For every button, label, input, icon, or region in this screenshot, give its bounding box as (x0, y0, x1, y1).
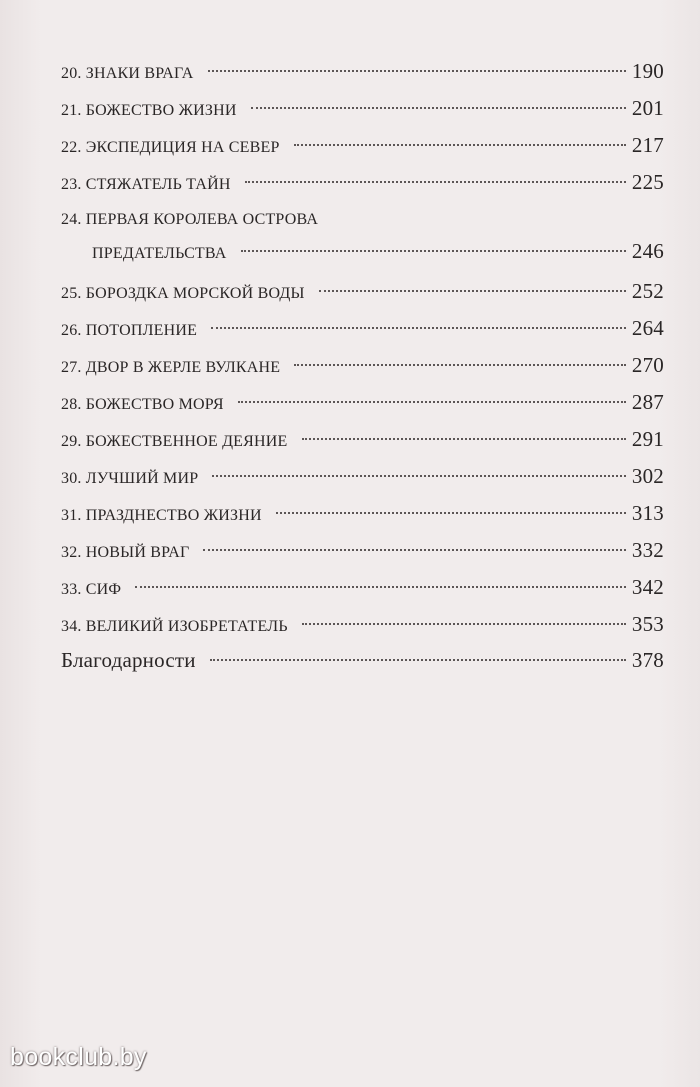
toc-entry (61, 163, 664, 200)
table-of-contents (61, 52, 664, 679)
toc-entry-title: 31. празднество жизни (61, 500, 262, 525)
dot-leader (135, 586, 626, 588)
toc-entry (61, 531, 664, 568)
toc-entry (61, 309, 664, 346)
watermark: bookclub.by (10, 1043, 147, 1071)
toc-entry-title-continued: предательства (92, 238, 227, 263)
toc-entry-page: 225 (631, 170, 664, 194)
toc-entry-page: 332 (631, 538, 664, 562)
toc-entry (61, 346, 664, 383)
dot-leader (302, 438, 626, 440)
toc-entry-title: 34. великий изобретатель (61, 611, 288, 636)
dot-leader (238, 401, 626, 403)
dot-leader (294, 364, 626, 366)
dot-leader (294, 144, 626, 146)
dot-leader (251, 107, 626, 109)
toc-entry (61, 383, 664, 420)
toc-entry-title: 29. божественное деяние (61, 426, 288, 451)
toc-entry-page: 287 (631, 390, 664, 414)
toc-entry-page: 264 (631, 316, 664, 340)
toc-entry (61, 642, 664, 679)
dot-leader (211, 327, 626, 329)
toc-entry-title: 21. божество жизни (61, 95, 237, 120)
dot-leader (208, 70, 626, 72)
toc-entry-page: 378 (631, 648, 664, 672)
toc-entry (61, 52, 664, 89)
toc-entry (61, 605, 664, 642)
toc-entry-title: Благодарности (61, 648, 196, 672)
toc-entry-page: 342 (631, 575, 664, 599)
toc-entry-title: 20. знаки врага (61, 58, 194, 83)
dot-leader (241, 250, 626, 252)
toc-entry-page: 302 (631, 464, 664, 488)
toc-entry-page: 313 (631, 501, 664, 525)
toc-entry-title: 33. сиф (61, 574, 122, 599)
toc-entry-title: 27. двор в жерле вулкане (61, 352, 281, 377)
toc-entry-title: 30. лучший мир (61, 463, 199, 488)
toc-entry (61, 126, 664, 163)
dot-leader (245, 181, 626, 183)
toc-entry (61, 272, 664, 309)
toc-entry-page: 190 (631, 59, 664, 83)
toc-entry (61, 420, 664, 457)
toc-entry-title: 24. первая королева острова (61, 204, 319, 229)
toc-entry-title: 26. потопление (61, 315, 198, 340)
toc-entry-title: 25. бороздка морской воды (61, 278, 305, 303)
dot-leader (319, 290, 626, 292)
dot-leader (203, 549, 625, 551)
toc-entry-page: 353 (631, 612, 664, 636)
dot-leader (276, 512, 626, 514)
toc-entry-page: 270 (631, 353, 664, 377)
toc-entry-title: 22. экспедиция на север (61, 132, 280, 157)
dot-leader (212, 475, 626, 477)
toc-entry-title: 23. стяжатель тайн (61, 169, 231, 194)
toc-entry-page: 217 (631, 133, 664, 157)
toc-entry-title: 28. божество моря (61, 389, 224, 414)
toc-entry (61, 457, 664, 494)
toc-entry (61, 200, 664, 272)
toc-entry (61, 494, 664, 531)
toc-entry-page: 291 (631, 427, 664, 451)
toc-entry (61, 89, 664, 126)
dot-leader (210, 659, 626, 661)
toc-entry-page: 201 (631, 96, 664, 120)
toc-entry (61, 568, 664, 605)
toc-entry-page: 246 (631, 239, 664, 263)
toc-entry-title: 32. новый враг (61, 537, 190, 562)
toc-entry-page: 252 (631, 279, 664, 303)
dot-leader (302, 623, 626, 625)
